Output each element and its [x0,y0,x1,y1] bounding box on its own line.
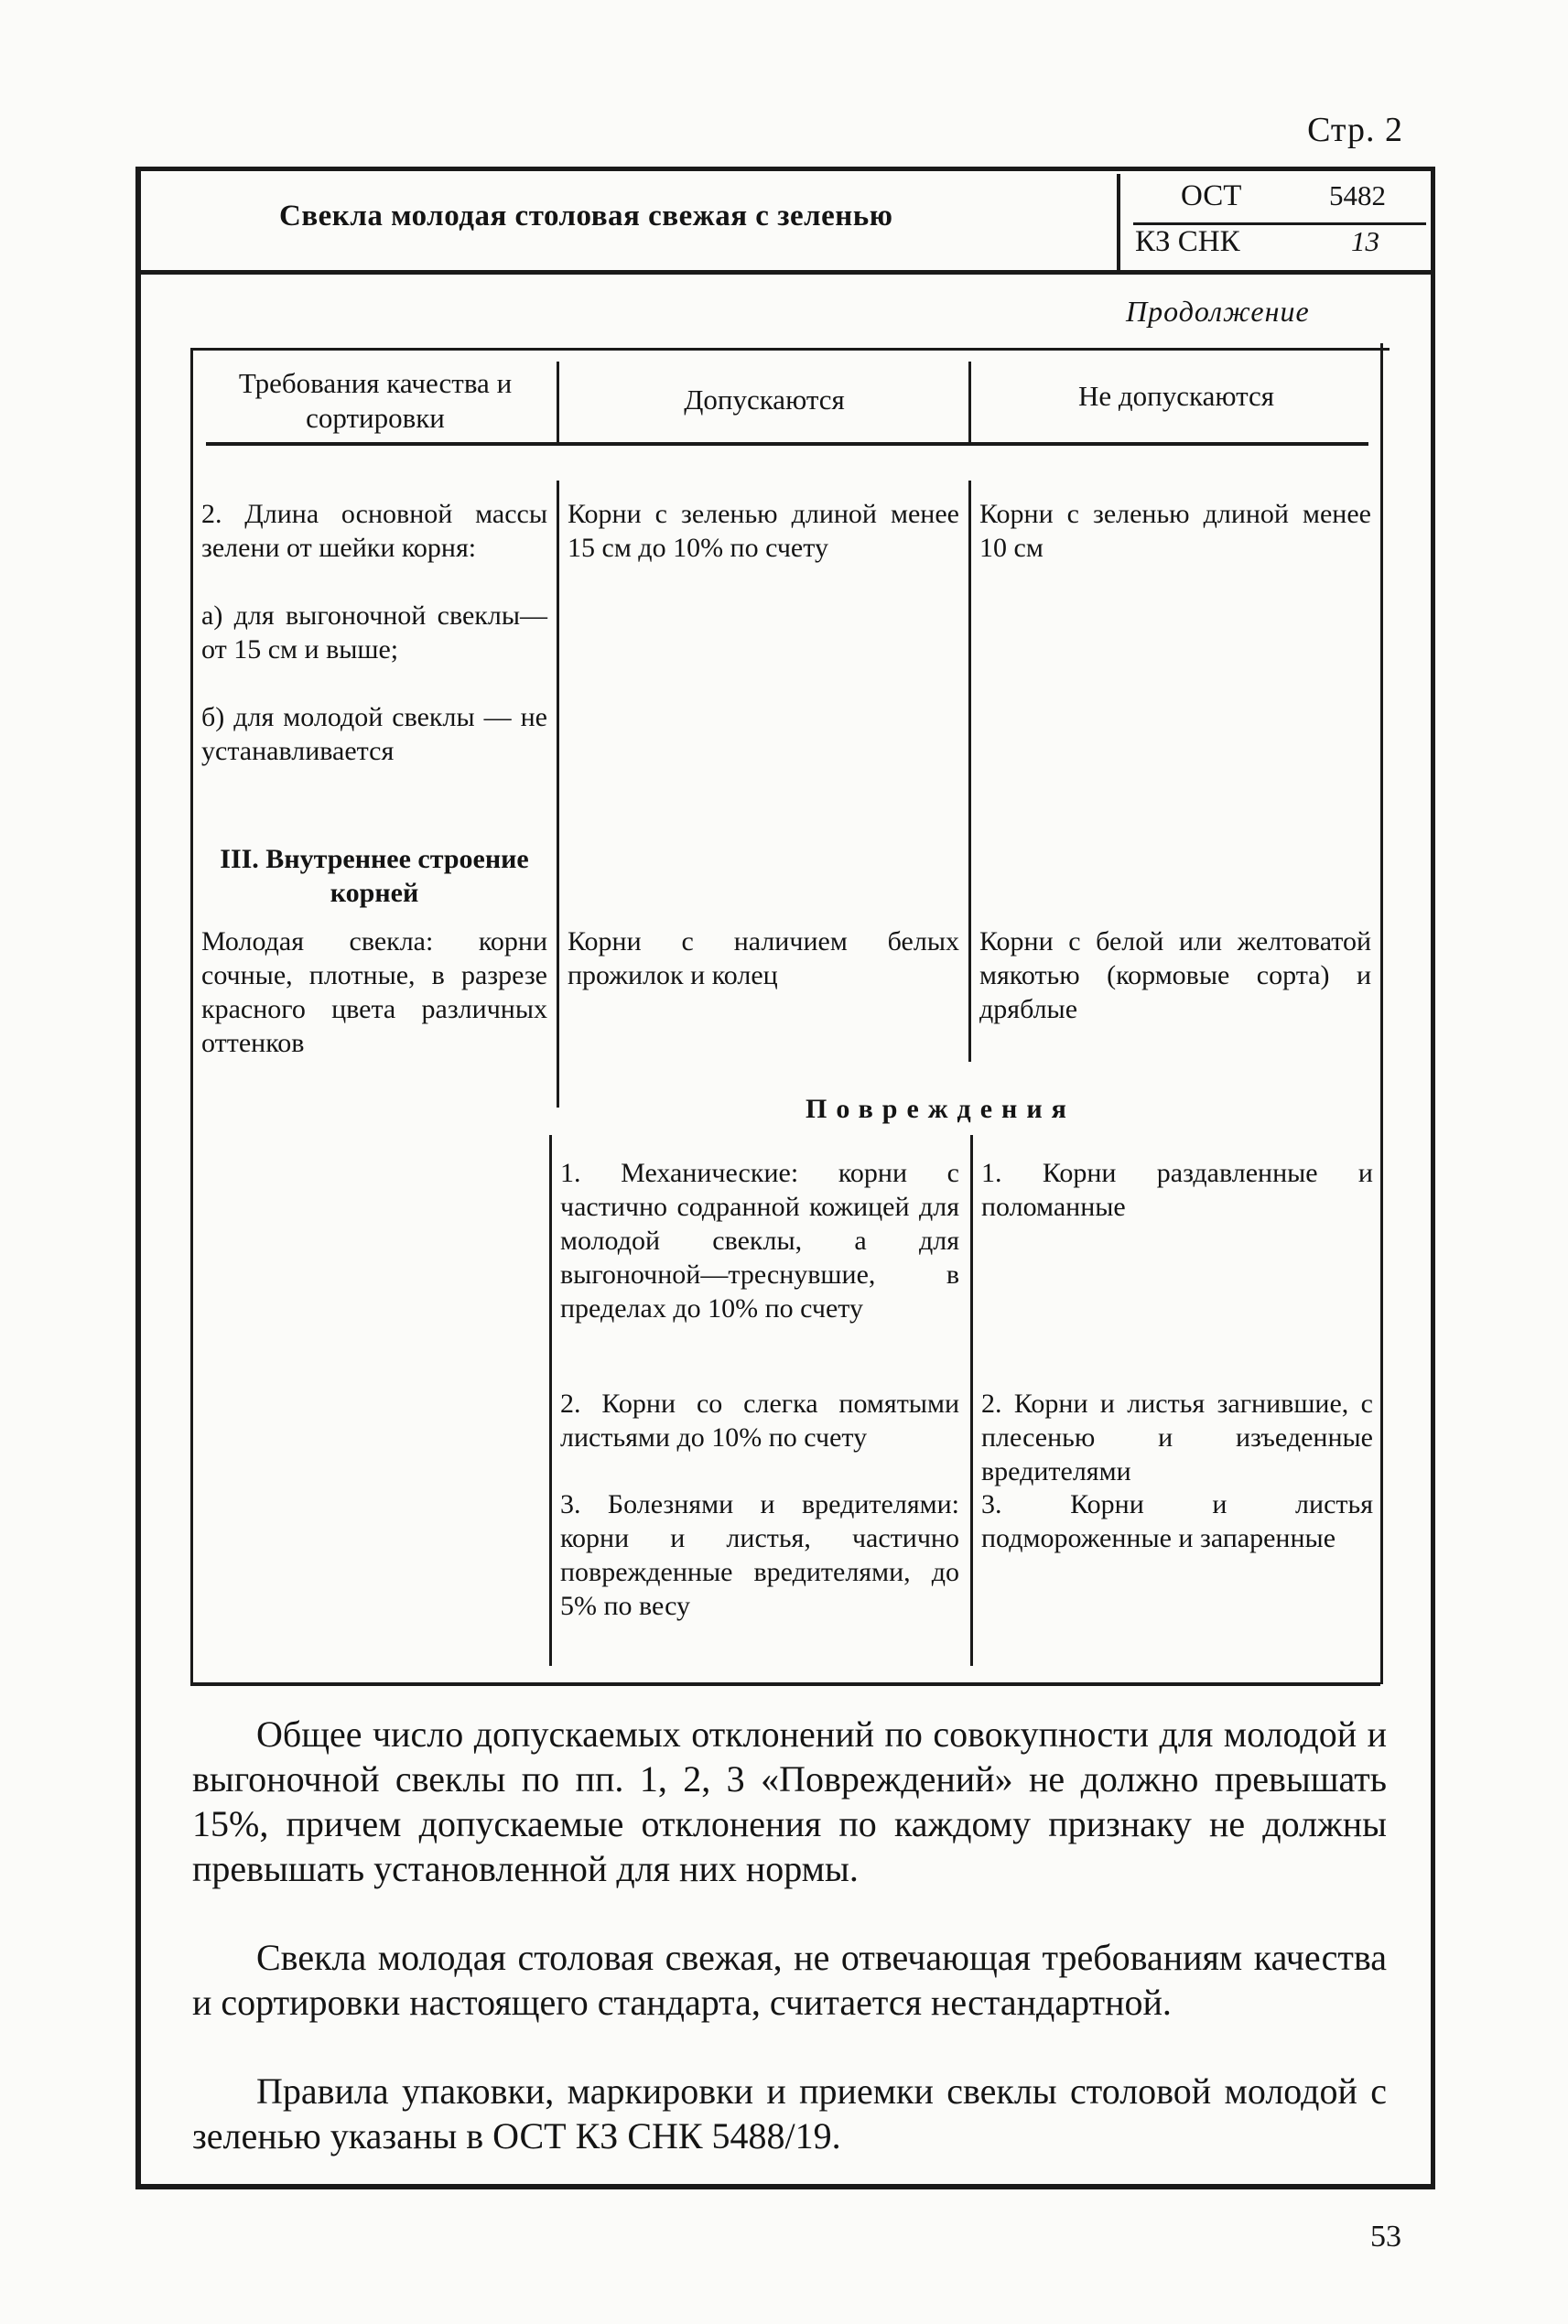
table-header-rule [206,442,1368,446]
damage-not-allowed-item: 1. Корни раздавленные и поломанные [981,1158,1373,1222]
table-left-border [190,348,193,1684]
requirement-subitem: а) для выгоночной свеклы—от 15 см и выше; [201,600,547,665]
standard-code-top: ОСТ [1181,179,1242,212]
not-allowed-text: Корни с белой или желтоватой мякотью (кормовые сорта) и дряблые [979,926,1371,1024]
standard-code-bottom: КЗ СНК [1135,225,1240,258]
column-header-not-allowed: Не допускаются [1077,380,1275,412]
body-paragraph: Свекла молодая столовая свежая, не отвечающая требованиям качества и сортировки настоящего стандарта, считается нестандартной. [192,1937,1387,2023]
not-allowed-text: Корни с зеленью длиной менее 10 см [979,499,1371,563]
body-paragraph: Общее число допускаемых отклонений по совокупности для молодой и выгоночной свеклы по пп. 1, 2, 3 «Повреждений» не должно превышать 15%, причем допускаемые отклонения по каждому признаку не должны превышать установленной для них нормы. [192,1713,1387,1889]
column-divider [970,1135,973,1666]
standard-number-bottom: 13 [1351,225,1379,257]
allowed-text: Корни с зеленью длиной менее 15 см до 10% по счету [568,499,959,563]
column-divider [968,362,971,444]
document-title: Свекла молодая столовая свежая с зеленью [279,200,893,232]
page-label: Стр. 2 [1307,111,1403,149]
damage-allowed-item: 3. Болезнями и вредителями: корни и листья, частично поврежденные вредителями, до 5% по весу [560,1489,959,1621]
page-number: 53 [1370,2220,1401,2254]
allowed-text: Корни с наличием белых прожилок и колец [568,926,959,990]
damage-not-allowed-item: 2. Корни и листья загнившие, с плесенью и изъеденные вредителями [981,1389,1373,1486]
requirement-text: Молодая свекла: корни сочные, плотные, в разрезе красного цвета различных оттенков [201,926,547,1058]
column-header-requirements: Требования качества и сортировки [238,367,513,434]
column-divider [549,1135,552,1666]
column-divider [968,481,971,1062]
standard-number-top: 5482 [1329,179,1386,211]
column-divider [557,362,559,444]
header-rule [135,270,1435,275]
header-divider [1117,174,1120,270]
table-top-rule [190,348,1390,351]
table-right-border [1380,343,1383,1684]
requirement-subitem: б) для молодой свеклы — не устанавливается [201,702,547,766]
section-title: III. Внутреннее строение корней [220,844,529,908]
continued-label: Продолжение [1126,295,1310,328]
column-divider [557,481,559,1108]
column-header-allowed: Допускаются [684,384,845,416]
damage-section-title: Повреждения [806,1094,1076,1124]
damage-allowed-item: 2. Корни со слегка помятыми листьями до 10% по счету [560,1389,959,1453]
body-paragraph: Правила упаковки, маркировки и приемки свеклы столовой молодой с зеленью указаны в ОСТ КЗ СНК 5488/19. [192,2070,1387,2156]
damage-not-allowed-item: 3. Корни и листья подмороженные и запаренные [981,1489,1373,1553]
damage-allowed-item: 1. Механические: корни с частично содранной кожицей для молодой свеклы, а для выгоночной—треснувшие, в пределах до 10% по счету [560,1158,959,1324]
requirement-text: 2. Длина основной массы зелени от шейки корня: [201,499,547,563]
table-bottom-rule [190,1682,1380,1686]
